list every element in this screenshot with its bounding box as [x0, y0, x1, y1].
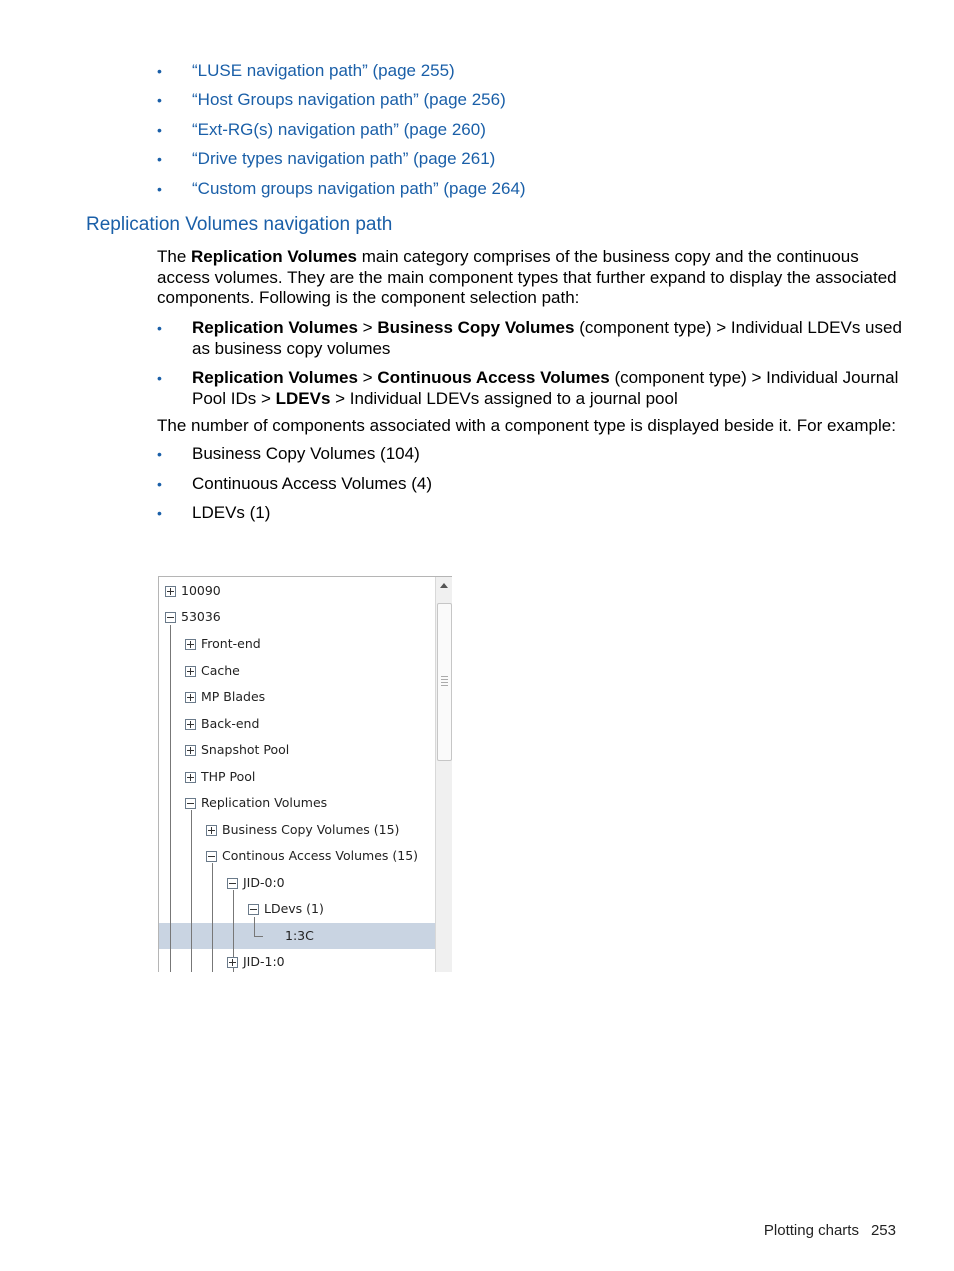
expand-icon[interactable] — [165, 586, 176, 597]
tree-node-back-end[interactable]: Back-end — [185, 716, 259, 732]
footer-section: Plotting charts — [763, 1222, 859, 1239]
bullet: • — [157, 151, 162, 168]
list-item — [157, 176, 526, 205]
collapse-icon[interactable] — [227, 878, 238, 889]
scrollbar-thumb[interactable] — [437, 603, 452, 761]
link-luse[interactable]: “LUSE navigation path” (page 255) — [192, 61, 455, 80]
bullet: • — [157, 476, 162, 492]
collapse-icon[interactable] — [248, 904, 259, 915]
expand-icon[interactable] — [185, 719, 196, 730]
bullet: • — [157, 63, 162, 79]
list-item — [157, 87, 526, 116]
tree-node-jid-0-0[interactable]: JID-0:0 — [227, 875, 285, 891]
link-drive-types[interactable]: “Drive types navigation path” (page 261) — [192, 149, 496, 169]
tree-node-continuous-access-volumes[interactable]: Continous Access Volumes (15) — [206, 848, 418, 864]
page-number: 253 — [870, 1222, 896, 1239]
example-item: • LDEVs (1) — [157, 503, 271, 522]
tree-connector — [170, 625, 171, 972]
tree-node-snapshot-pool[interactable]: Snapshot Pool — [185, 742, 289, 758]
tree-node-front-end[interactable]: Front-end — [185, 636, 261, 652]
collapse-icon[interactable] — [206, 851, 217, 862]
tree-connector — [254, 917, 255, 937]
path-item-business-copy: • Replication Volumes > Business Copy Volumes (component type) > Individual LDEVs used as business copy volumes — [157, 318, 902, 358]
link-ext-rg[interactable]: “Ext-RG(s) navigation path” (page 260) — [192, 119, 486, 139]
example-item: • Continuous Access Volumes (4) — [157, 474, 433, 493]
tree-node-10090[interactable]: 10090 — [165, 583, 221, 599]
collapse-icon[interactable] — [165, 612, 176, 623]
tree-connector — [191, 810, 192, 972]
expand-icon[interactable] — [185, 639, 196, 650]
tree-connector — [212, 863, 213, 972]
expand-icon[interactable] — [185, 745, 196, 756]
tree-node-replication-volumes[interactable]: Replication Volumes — [185, 795, 327, 811]
bullet: • — [157, 370, 162, 386]
intro-paragraph: The Replication Volumes main category comprises of the business copy and the continuous access volumes. They are the main component types that further expand to display the associated components. Following is the component selection path: — [157, 247, 897, 307]
expand-icon[interactable] — [206, 825, 217, 836]
expand-icon[interactable] — [185, 692, 196, 703]
expand-icon[interactable] — [185, 772, 196, 783]
list-item — [157, 117, 526, 146]
tree-node-business-copy-volumes[interactable]: Business Copy Volumes (15) — [206, 822, 399, 838]
tree-node-jid-1-0[interactable]: JID-1:0 — [227, 954, 285, 970]
tree-node-cache[interactable]: Cache — [185, 663, 240, 679]
section-heading: Replication Volumes navigation path — [86, 214, 393, 235]
component-tree[interactable] — [158, 576, 452, 972]
bullet: • — [157, 180, 162, 197]
bullet: • — [157, 505, 162, 521]
bullet: • — [157, 121, 162, 138]
related-links-list — [157, 58, 526, 205]
expand-icon[interactable] — [185, 666, 196, 677]
expand-icon[interactable] — [227, 957, 238, 968]
collapse-icon[interactable] — [185, 798, 196, 809]
tree-scrollbar[interactable] — [435, 577, 452, 972]
bullet: • — [157, 92, 162, 109]
tree-node-thp-pool[interactable]: THP Pool — [185, 769, 255, 785]
tree-node-53036[interactable]: 53036 — [165, 609, 221, 625]
tree-connector — [254, 936, 263, 937]
link-host-groups[interactable]: “Host Groups navigation path” (page 256) — [192, 90, 506, 110]
list-item — [157, 58, 526, 87]
link-custom-groups[interactable]: “Custom groups navigation path” (page 264) — [192, 178, 526, 198]
bullet: • — [157, 320, 162, 336]
path-item-continuous-access: • Replication Volumes > Continuous Access Volumes (component type) > Individual Journal Pool IDs > LDEVs > Individual LDEVs assigned to a journal pool — [157, 368, 899, 408]
count-note: The number of components associated with a component type is displayed beside it. For example: — [157, 416, 896, 435]
bullet: • — [157, 446, 162, 462]
grip-icon — [441, 676, 448, 686]
list-item — [157, 146, 526, 175]
example-item: • Business Copy Volumes (104) — [157, 444, 420, 463]
tree-node-ldevs[interactable]: LDevs (1) — [248, 901, 324, 917]
scroll-up-arrow-icon[interactable] — [436, 577, 452, 595]
tree-node-mp-blades[interactable]: MP Blades — [185, 689, 265, 705]
tree-node-1-3c[interactable]: 1:3C — [285, 928, 314, 943]
page-footer — [764, 1222, 896, 1239]
